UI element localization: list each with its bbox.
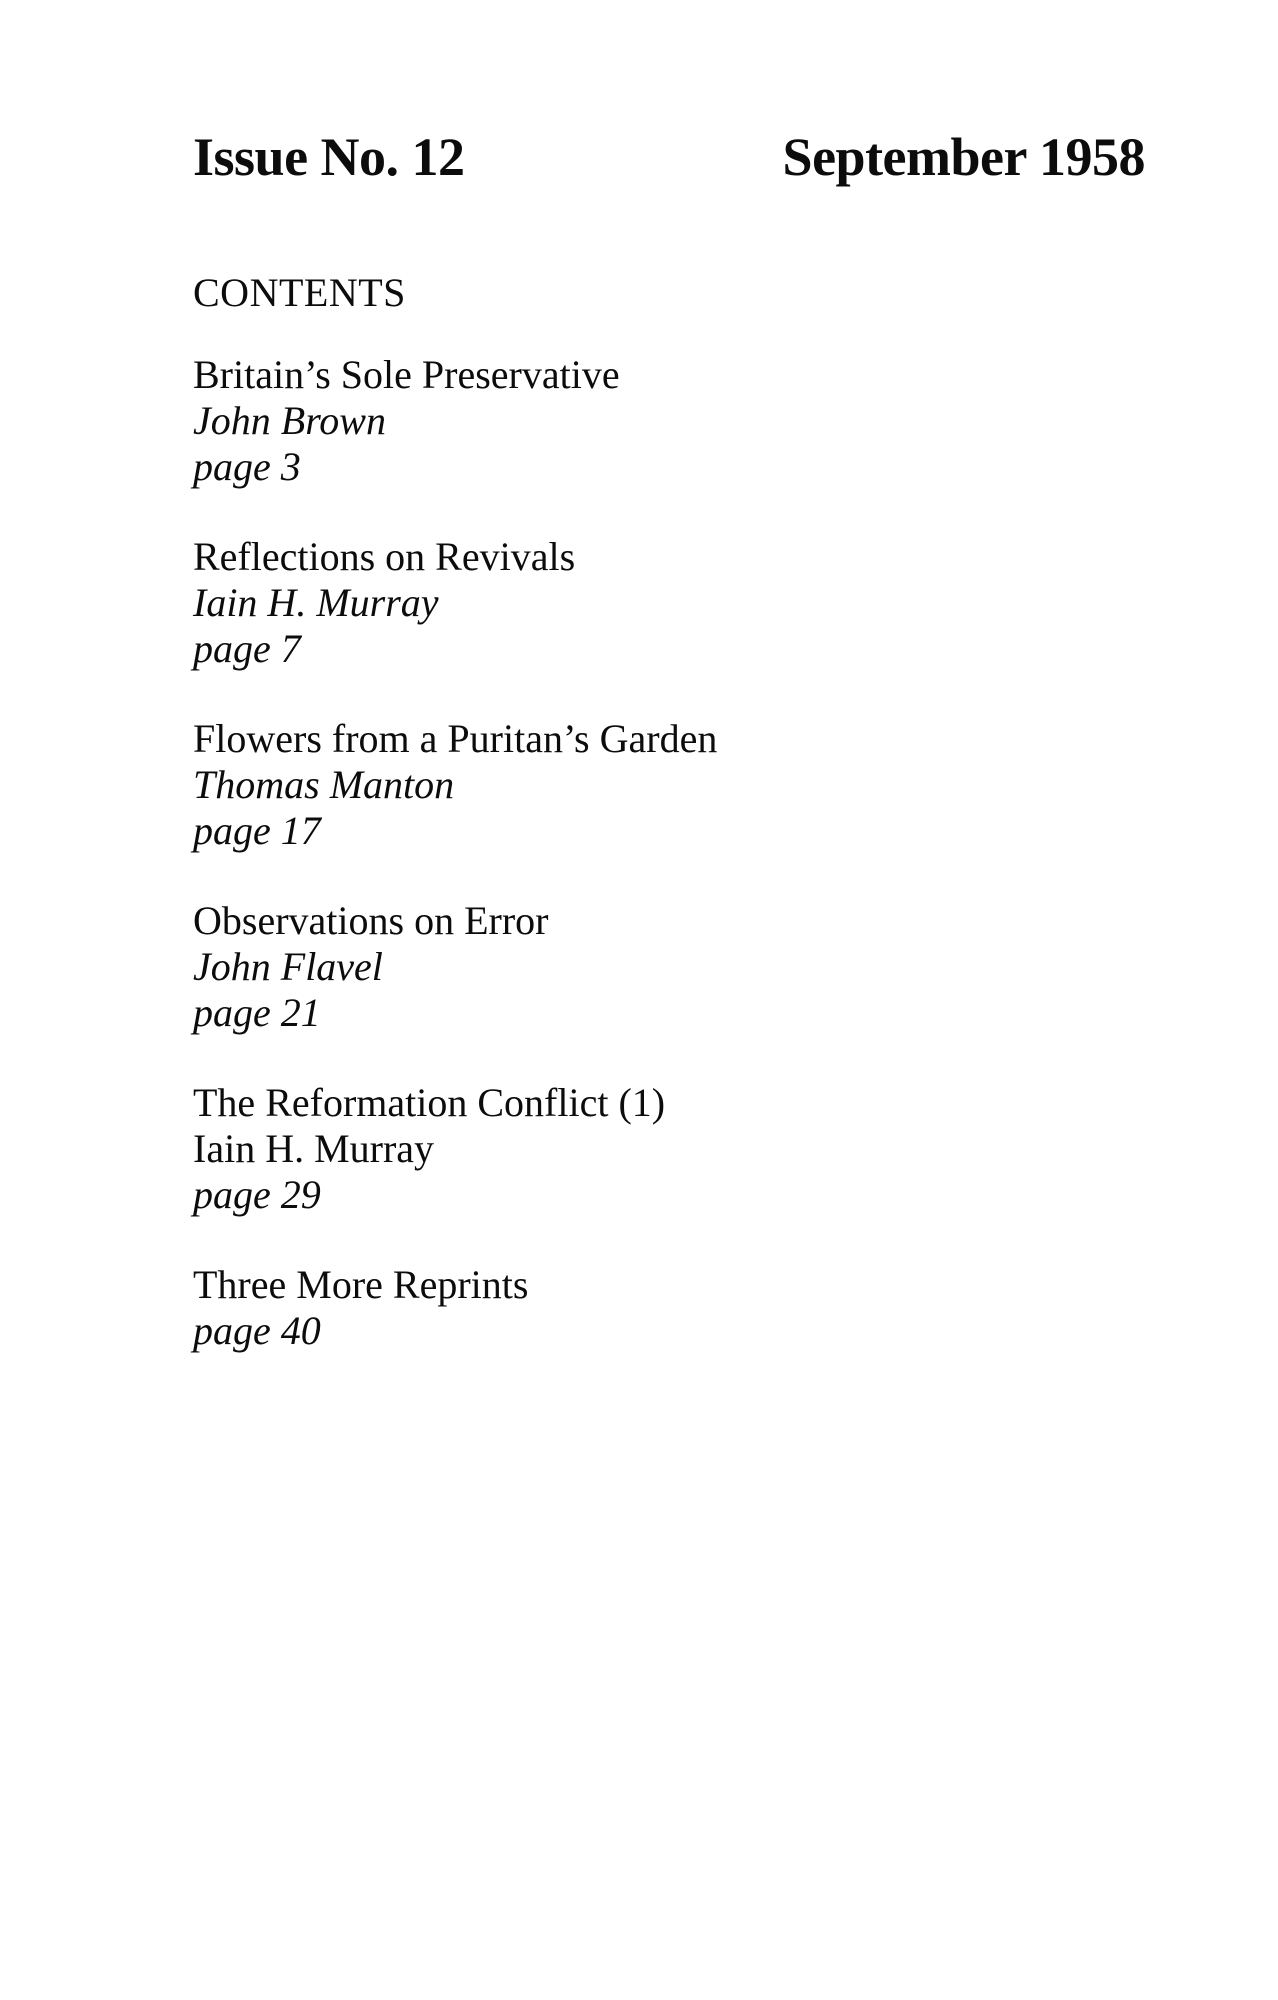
toc-entry	[193, 716, 1145, 854]
toc-entry-title: The Reformation Conflict (1)	[193, 1080, 666, 1125]
toc-entry	[193, 352, 1145, 490]
issue-number: Issue No. 12	[193, 127, 465, 187]
toc-entry-page: page 3	[193, 444, 301, 489]
toc-entry-author: Thomas Manton	[193, 762, 455, 807]
toc-entry	[193, 1262, 1145, 1354]
masthead	[193, 127, 1145, 187]
toc-entry	[193, 1080, 1145, 1218]
toc-entry-title: Flowers from a Puritan’s Garden	[193, 716, 718, 761]
table-of-contents	[193, 352, 1145, 1354]
toc-entry-title: Three More Reprints	[193, 1262, 529, 1307]
toc-entry-page: page 29	[193, 1172, 321, 1217]
toc-entry-title: Britain’s Sole Preservative	[193, 352, 620, 397]
toc-entry-author: Iain H. Murray	[193, 580, 439, 625]
toc-entry-page: page 21	[193, 990, 321, 1035]
toc-entry-author: John Flavel	[193, 944, 383, 989]
issue-date: September 1958	[782, 127, 1145, 187]
toc-entry-title: Observations on Error	[193, 898, 549, 943]
toc-entry-page: page 7	[193, 626, 301, 671]
toc-entry-page: page 17	[193, 808, 321, 853]
toc-entry-author: Iain H. Murray	[193, 1126, 435, 1171]
toc-entry-author: John Brown	[193, 398, 386, 443]
contents-heading: CONTENTS	[193, 270, 406, 315]
toc-entry	[193, 898, 1145, 1036]
toc-entry	[193, 534, 1145, 672]
toc-entry-title: Reflections on Revivals	[193, 534, 576, 579]
toc-entry-page: page 40	[193, 1308, 321, 1353]
